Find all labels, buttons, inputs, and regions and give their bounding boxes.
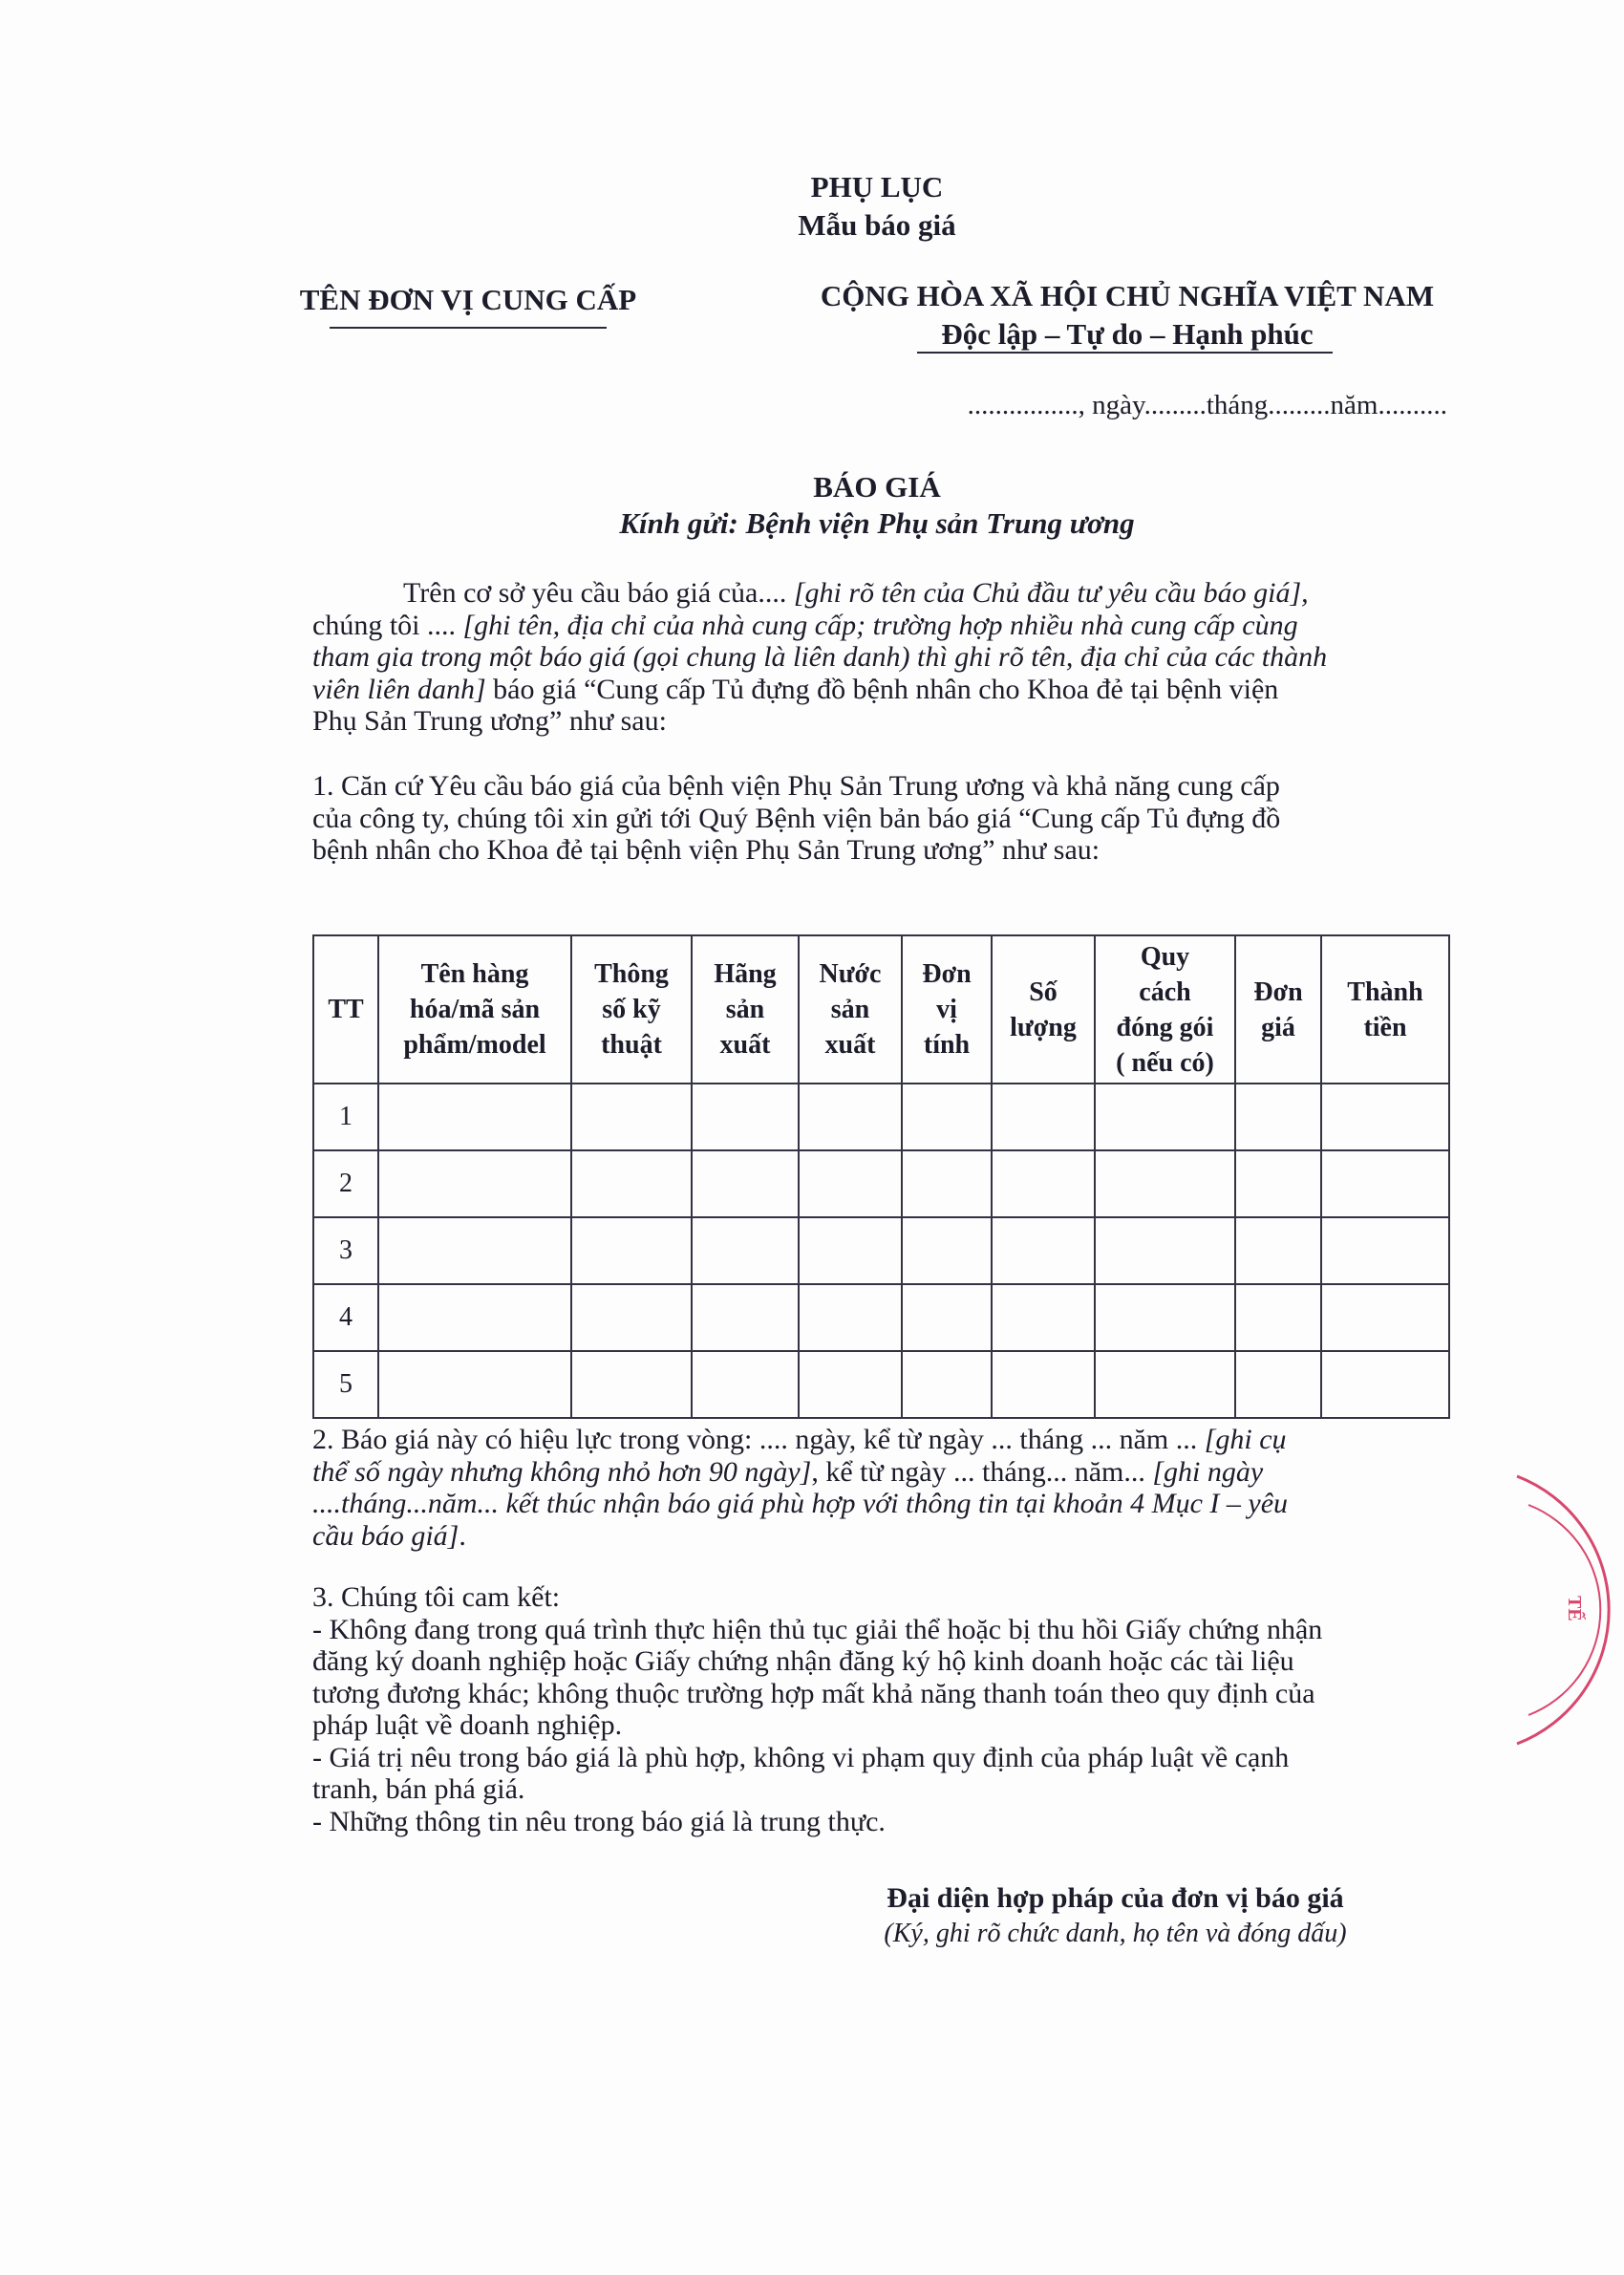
col-header-origin-country: Nước sản xuất <box>799 935 902 1084</box>
col-header-manufacturer: Hãng sản xuất <box>692 935 799 1084</box>
col-header-quantity: Số lượng <box>992 935 1095 1084</box>
table-cell <box>571 1351 692 1418</box>
quote-title: BÁO GIÁ <box>813 470 941 504</box>
table-cell <box>1095 1150 1235 1217</box>
table-cell <box>1321 1084 1449 1150</box>
commitment-line: - Những thông tin nêu trong báo giá là trung thực. <box>312 1805 886 1837</box>
item1-line: 1. Căn cứ Yêu cầu báo giá của bệnh viện Phụ Sản Trung ương và khả năng cung cấp <box>312 770 1280 802</box>
table-cell <box>1095 1284 1235 1351</box>
stamp-outer-ring <box>1517 1476 1609 1744</box>
table-cell <box>1321 1284 1449 1351</box>
table-cell <box>692 1084 799 1150</box>
table-cell <box>992 1084 1095 1150</box>
table-cell <box>799 1150 902 1217</box>
signature-note: (Ký, ghi rõ chức danh, họ tên và đóng dấu) <box>884 1919 1347 1948</box>
date-line: ................, ngày.........tháng.........năm.......... <box>967 390 1447 420</box>
commitment-line: - Không đang trong quá trình thực hiện thủ tục giải thể hoặc bị thu hồi Giấy chứng nhận <box>312 1613 1323 1645</box>
intro-line <box>312 674 1452 706</box>
item1-paragraph <box>312 770 1452 867</box>
col-header-technical-spec: Thông số kỹ thuật <box>571 935 692 1084</box>
table-cell <box>799 1217 902 1284</box>
table-row <box>313 1150 1449 1217</box>
intro-line <box>312 577 1452 610</box>
item2-line: ....tháng...năm... kết thúc nhận báo giá phù hợp với thông tin tại khoản 4 Mục I – yêu <box>312 1488 1289 1519</box>
table-cell <box>571 1150 692 1217</box>
intro-placeholder: [ghi rõ tên của Chủ đầu tư yêu cầu báo giá], <box>793 577 1309 609</box>
table-cell <box>571 1217 692 1284</box>
table-row <box>313 1351 1449 1418</box>
table-cell <box>799 1351 902 1418</box>
table-cell <box>1235 1284 1321 1351</box>
table-cell <box>1235 1217 1321 1284</box>
table-row <box>313 1284 1449 1351</box>
table-row <box>313 1084 1449 1150</box>
commitments-heading: 3. Chúng tôi cam kết: <box>312 1581 561 1613</box>
item2-line <box>312 1424 1452 1456</box>
table-cell <box>992 1351 1095 1418</box>
item2-placeholder: [ghi ngày <box>1152 1455 1264 1488</box>
row-number: 5 <box>313 1351 378 1418</box>
col-header-unit: Đơn vị tính <box>902 935 992 1084</box>
col-header-unit-price: Đơn giá <box>1235 935 1321 1084</box>
table-cell <box>902 1351 992 1418</box>
intro-text: Trên cơ sở yêu cầu báo giá của.... <box>403 577 794 609</box>
supplier-underline <box>330 327 607 329</box>
item2-line <box>312 1456 1452 1489</box>
table-cell <box>692 1351 799 1418</box>
row-number: 1 <box>313 1084 378 1150</box>
table-cell <box>1321 1217 1449 1284</box>
table-cell <box>1321 1351 1449 1418</box>
table-cell <box>692 1217 799 1284</box>
col-header-total: Thành tiền <box>1321 935 1449 1084</box>
table-cell <box>992 1217 1095 1284</box>
table-cell <box>902 1084 992 1150</box>
row-number: 2 <box>313 1150 378 1217</box>
appendix-subtitle: Mẫu báo giá <box>798 208 956 242</box>
col-header-packaging: Quy cách đóng gói ( nếu có) <box>1095 935 1235 1084</box>
table-cell <box>902 1217 992 1284</box>
table-cell <box>692 1150 799 1217</box>
table-cell <box>378 1351 571 1418</box>
item1-line: bệnh nhân cho Khoa đẻ tại bệnh viện Phụ Sản Trung ương” như sau: <box>312 834 1100 866</box>
item2-text: . <box>459 1519 466 1552</box>
commitments-section <box>312 1581 1452 1837</box>
recipient-line: Kính gửi: Bệnh viện Phụ sản Trung ương <box>619 506 1135 540</box>
commitment-line: - Giá trị nêu trong báo giá là phù hợp, không vi phạm quy định của pháp luật về cạnh <box>312 1741 1290 1773</box>
table-cell <box>571 1084 692 1150</box>
intro-paragraph <box>312 577 1452 738</box>
item2-text: , kể từ ngày ... tháng... năm... <box>811 1455 1153 1488</box>
stamp-text: TẾ <box>1564 1596 1585 1621</box>
table-cell <box>378 1284 571 1351</box>
motto-underline <box>917 352 1333 354</box>
commitment-line: tương đương khác; không thuộc trường hợp mất khả năng thanh toán theo quy định của <box>312 1677 1315 1709</box>
intro-text: báo giá “Cung cấp Tủ đựng đồ bệnh nhân cho Khoa đẻ tại bệnh viện <box>485 673 1279 705</box>
table-cell <box>378 1084 571 1150</box>
table-cell <box>799 1284 902 1351</box>
intro-line <box>312 610 1452 642</box>
table-cell <box>1095 1351 1235 1418</box>
col-header-tt: TT <box>313 935 378 1084</box>
table-cell <box>378 1217 571 1284</box>
col-header-product-name: Tên hàng hóa/mã sản phẩm/model <box>378 935 571 1084</box>
table-cell <box>1235 1084 1321 1150</box>
table-cell <box>902 1150 992 1217</box>
table-cell <box>571 1284 692 1351</box>
item2-placeholder: thể số ngày nhưng không nhỏ hơn 90 ngày] <box>312 1455 812 1488</box>
quote-table <box>312 934 1450 1419</box>
table-header-row <box>313 935 1449 1084</box>
signature-title: Đại diện hợp pháp của đơn vị báo giá <box>887 1882 1344 1914</box>
item2-placeholder: [ghi cụ <box>1204 1424 1287 1455</box>
table-cell <box>1095 1084 1235 1150</box>
table-cell <box>1095 1217 1235 1284</box>
stamp-fragment <box>1490 1467 1624 1753</box>
table-cell <box>1321 1150 1449 1217</box>
item2-paragraph <box>312 1424 1452 1552</box>
table-cell <box>692 1284 799 1351</box>
row-number: 3 <box>313 1217 378 1284</box>
commitment-line: đăng ký doanh nghiệp hoặc Giấy chứng nhận đăng ký hộ kinh doanh hoặc các tài liệu <box>312 1645 1294 1677</box>
commitment-line: tranh, bán phá giá. <box>312 1773 525 1805</box>
item1-line: của công ty, chúng tôi xin gửi tới Quý Bệnh viện bản báo giá “Cung cấp Tủ đựng đồ <box>312 802 1281 834</box>
intro-text: chúng tôi .... <box>312 609 463 641</box>
table-cell <box>992 1150 1095 1217</box>
item2-placeholder: cầu báo giá] <box>312 1519 459 1552</box>
supplier-name: TÊN ĐƠN VỊ CUNG CẤP <box>299 283 637 316</box>
nation-name: CỘNG HÒA XÃ HỘI CHỦ NGHĨA VIỆT NAM <box>820 279 1435 312</box>
table-cell <box>799 1084 902 1150</box>
table-cell <box>1235 1150 1321 1217</box>
item2-text: 2. Báo giá này có hiệu lực trong vòng: .... ngày, kể từ ngày ... tháng ... năm ... <box>312 1424 1205 1455</box>
table-cell <box>902 1284 992 1351</box>
nation-motto: Độc lập – Tự do – Hạnh phúc <box>941 317 1314 351</box>
intro-line: Phụ Sản Trung ương” như sau: <box>312 705 667 737</box>
table-cell <box>1235 1351 1321 1418</box>
intro-placeholder: viên liên danh] <box>312 673 486 705</box>
row-number: 4 <box>313 1284 378 1351</box>
table-cell <box>992 1284 1095 1351</box>
appendix-title: PHỤ LỤC <box>810 170 944 204</box>
table-row <box>313 1217 1449 1284</box>
intro-placeholder: [ghi tên, địa chỉ của nhà cung cấp; trường hợp nhiều nhà cung cấp cùng <box>462 609 1298 641</box>
commitment-line: pháp luật về doanh nghiệp. <box>312 1709 623 1741</box>
table-cell <box>378 1150 571 1217</box>
intro-line: tham gia trong một báo giá (gọi chung là liên danh) thì ghi rõ tên, địa chỉ của các thành <box>312 641 1328 673</box>
item2-line <box>312 1520 1452 1553</box>
